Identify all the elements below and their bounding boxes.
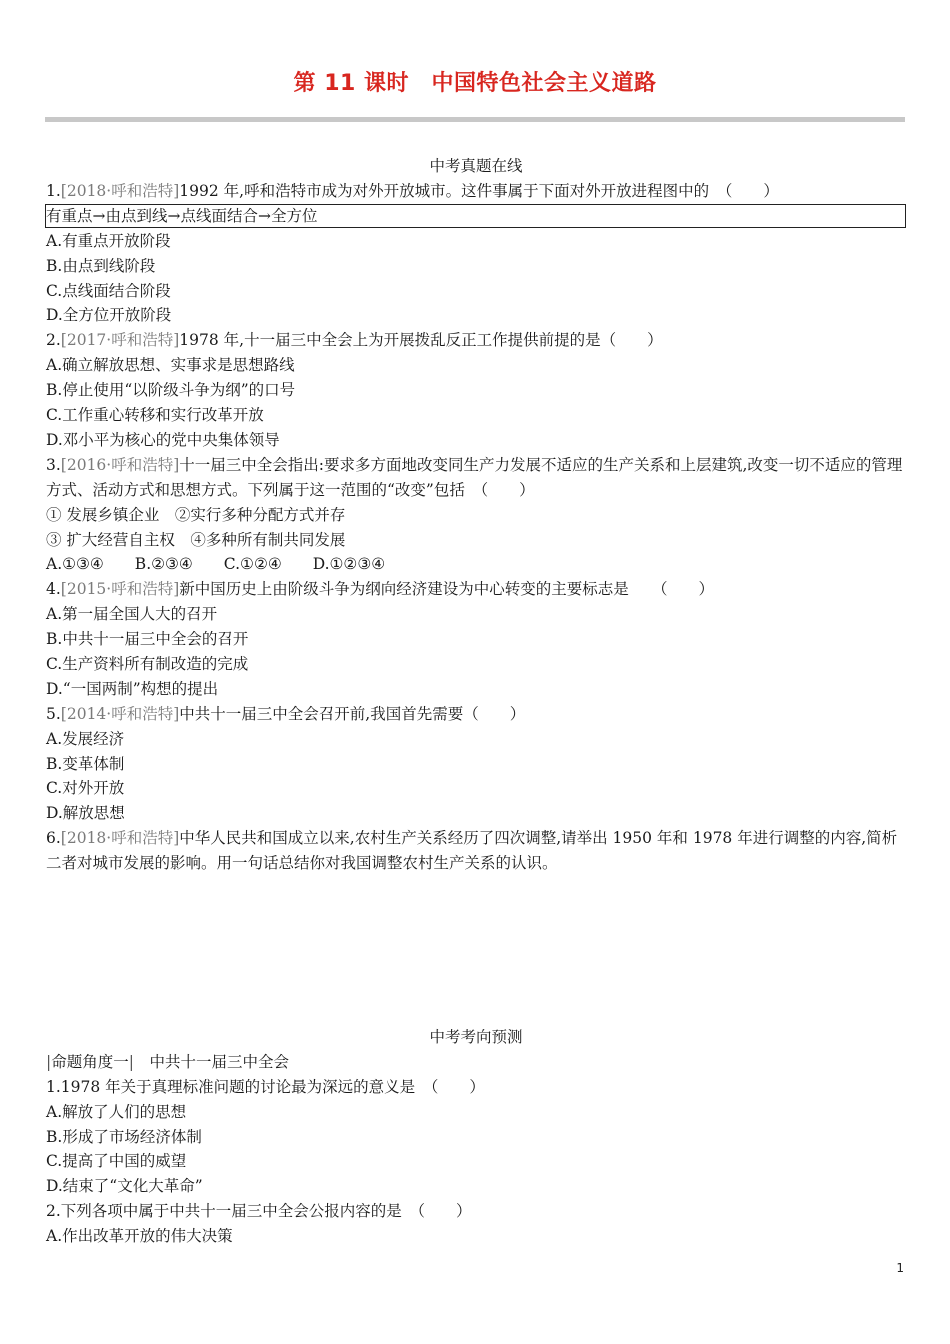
question-4: 4.[2015·呼和浩特]新中国历史上由阶级斗争为纲向经济建设为中心转变的主要标志是 （ ）	[46, 580, 715, 599]
option: A.解放了人们的思想	[46, 1102, 187, 1121]
source-tag: [2016·呼和浩特]	[60, 455, 180, 474]
option: C.点线面结合阶段	[46, 281, 171, 300]
question-2: 2.[2017·呼和浩特]1978 年,十一届三中全会上为开展拨乱反正工作提供前提的是（ ）	[46, 331, 663, 350]
option: D.邓小平为核心的党中央集体领导	[46, 430, 280, 449]
page-title: 第 11 课时 中国特色社会主义道路	[293, 71, 657, 96]
option: C.提高了中国的威望	[46, 1152, 187, 1171]
option: C.生产资料所有制改造的完成	[46, 654, 249, 673]
option: A.有重点开放阶段	[46, 231, 171, 250]
option: A.确立解放思想、实事求是思想路线	[46, 356, 295, 375]
process-diagram-box: 有重点→由点到线→点线面结合→全方位	[45, 204, 906, 228]
option: C.对外开放	[46, 779, 125, 798]
question-text: 1978 年关于真理标准问题的讨论最为深远的意义是 （ ）	[60, 1077, 485, 1096]
option: B.中共十一届三中全会的召开	[46, 630, 249, 649]
source-tag: [2015·呼和浩特]	[60, 580, 180, 599]
option: D.结束了“文化大革命”	[46, 1177, 203, 1196]
question-text: 中华人民共和国成立以来,农村生产关系经历了四次调整,请举出 1950 年和 1978 年进行调整的内容,简析二者对城市发展的影响。用一句话总结你对我国调整农村生产关系的认识。	[46, 829, 898, 873]
forecast-question-2: 2.下列各项中属于中共十一届三中全会公报内容的是 （ ）	[46, 1202, 472, 1221]
title-divider	[45, 117, 905, 122]
section-heading: 中考真题在线	[429, 157, 523, 175]
source-tag: [2018·呼和浩特]	[60, 181, 180, 200]
topic-angle: |命题角度一| 中共十一届三中全会	[46, 1052, 289, 1071]
question-6: 6.[2018·呼和浩特]中华人民共和国成立以来,农村生产关系经历了四次调整,请举出 1950 年和 1978 年进行调整的内容,简析二者对城市发展的影响。用一句话总结你对我国调整农村生产关系的认识。	[46, 829, 898, 873]
question-text: 1992 年,呼和浩特市成为对外开放城市。这件事属于下面对外开放进程图中的 （ ）	[179, 181, 779, 200]
option: B.由点到线阶段	[46, 256, 156, 275]
page-number: 1	[896, 1261, 904, 1275]
question-text: 中共十一届三中全会召开前,我国首先需要（ ）	[179, 704, 526, 723]
question-text: 新中国历史上由阶级斗争为纲向经济建设为中心转变的主要标志是 （ ）	[179, 580, 715, 599]
source-tag: [2018·呼和浩特]	[60, 829, 180, 848]
option: A.作出改革开放的伟大决策	[46, 1227, 233, 1246]
option: C.工作重心转移和实行改革开放	[46, 406, 264, 425]
option: D.解放思想	[46, 804, 125, 823]
question-3: 3.[2016·呼和浩特]十一届三中全会指出:要求多方面地改变同生产力发展不适应的生产关系和上层建筑,改变一切不适应的管理方式、活动方式和思想方式。下列属于这一范围的“改变”包括 （ ）	[46, 455, 903, 499]
options-row: A.①③④ B.②③④ C.①②④ D.①②③④	[46, 555, 386, 574]
angle-label: 命题角度一	[51, 1052, 129, 1071]
forecast-question-1: 1.1978 年关于真理标准问题的讨论最为深远的意义是 （ ）	[46, 1077, 485, 1096]
option: A.第一届全国人大的召开	[46, 605, 218, 624]
section-forecast	[46, 1025, 906, 1249]
question-text: 1978 年,十一届三中全会上为开展拨乱反正工作提供前提的是（ ）	[179, 331, 663, 350]
option: D.全方位开放阶段	[46, 306, 172, 325]
option: B.变革体制	[46, 754, 125, 773]
question-text: 下列各项中属于中共十一届三中全会公报内容的是 （ ）	[60, 1202, 472, 1221]
question-1: 1.[2018·呼和浩特]1992 年,呼和浩特市成为对外开放城市。这件事属于下面对外开放进程图中的 （ ）	[46, 181, 779, 200]
section-heading: 中考考向预测	[429, 1028, 523, 1046]
question-5: 5.[2014·呼和浩特]中共十一届三中全会召开前,我国首先需要（ ）	[46, 704, 526, 723]
statement-item: ① 发展乡镇企业 ②实行多种分配方式并存	[46, 505, 346, 524]
statement-item: ③ 扩大经营自主权 ④多种所有制共同发展	[46, 530, 346, 549]
option: B.停止使用“以阶级斗争为纲”的口号	[46, 381, 296, 400]
option: A.发展经济	[46, 729, 125, 748]
option: B.形成了市场经济体制	[46, 1127, 202, 1146]
source-tag: [2017·呼和浩特]	[60, 331, 180, 350]
question-text: 十一届三中全会指出:要求多方面地改变同生产力发展不适应的生产关系和上层建筑,改变一切不适应的管理方式、活动方式和思想方式。下列属于这一范围的“改变”包括 （ ）	[46, 455, 903, 499]
angle-topic: 中共十一届三中全会	[149, 1052, 289, 1071]
section-exam-questions	[46, 154, 906, 876]
source-tag: [2014·呼和浩特]	[60, 704, 180, 723]
option: D.“一国两制”构想的提出	[46, 679, 219, 698]
